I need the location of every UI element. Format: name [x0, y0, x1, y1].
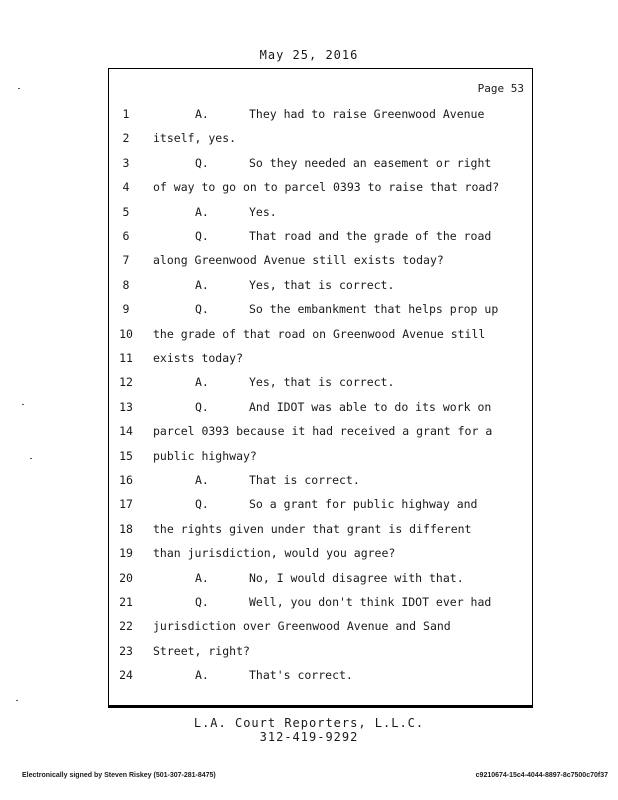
- line-number: 1: [122, 107, 130, 121]
- line-number: 7: [122, 253, 130, 268]
- transcript-line: [109, 229, 529, 249]
- line-text: That road and the grade of the road: [249, 229, 492, 243]
- line-number: 21: [119, 595, 133, 609]
- transcript-line: [109, 156, 529, 176]
- line-number: 24: [119, 668, 133, 683]
- transcript-line: [109, 107, 529, 127]
- line-text: So the embankment that helps prop up: [249, 302, 499, 317]
- scan-speck: [16, 700, 18, 701]
- court-reporter-phone: 312-419-9292: [259, 730, 359, 744]
- transcript-line: [109, 449, 529, 469]
- transcript-page-frame: [108, 68, 533, 706]
- line-text: Yes, that is correct.: [249, 375, 395, 390]
- court-reporter-block: [0, 716, 618, 744]
- line-text: exists today?: [153, 351, 244, 365]
- line-text: That is correct.: [249, 473, 360, 487]
- line-text: of way to go on to parcel 0393 to raise that road?: [153, 180, 500, 195]
- transcript-line: [109, 571, 529, 591]
- transcript-line: [109, 180, 529, 200]
- transcript-line: [109, 278, 529, 298]
- line-text: They had to raise Greenwood Avenue: [249, 107, 485, 121]
- transcript-line: [109, 351, 529, 371]
- speaker-label: Q.: [195, 229, 209, 243]
- line-text: No, I would disagree with that.: [249, 570, 464, 585]
- scan-speck: [22, 404, 24, 405]
- line-number: 8: [122, 277, 130, 292]
- transcript-line: [109, 546, 529, 566]
- speaker-label: A.: [195, 107, 209, 121]
- line-text: Street, right?: [153, 643, 250, 658]
- transcript-line: [109, 327, 529, 347]
- line-text: than jurisdiction, would you agree?: [153, 546, 396, 561]
- line-number: 3: [122, 155, 130, 170]
- speaker-label: Q.: [195, 595, 209, 609]
- speaker-label: Q.: [195, 497, 209, 512]
- speaker-label: A.: [195, 473, 209, 487]
- line-number: 23: [119, 643, 133, 658]
- transcript-line: [109, 644, 529, 664]
- speaker-label: Q.: [195, 302, 209, 317]
- electronic-signature: Electronically signed by Steven Riskey (501-307-281-8475): [22, 772, 216, 779]
- line-number: 17: [119, 497, 133, 512]
- line-number: 14: [119, 424, 133, 439]
- speaker-label: A.: [195, 277, 209, 292]
- line-text: public highway?: [153, 448, 257, 463]
- line-text: And IDOT was able to do its work on: [249, 399, 492, 414]
- line-text: parcel 0393 because it had received a grant for a: [153, 424, 493, 439]
- page-number: Page 53: [477, 82, 524, 95]
- court-reporter-name: L.A. Court Reporters, L.L.C.: [193, 716, 425, 730]
- line-text: Well, you don't think IDOT ever had: [249, 595, 492, 609]
- line-text: the grade of that road on Greenwood Avenue still: [153, 326, 486, 341]
- transcript-line: [109, 253, 529, 273]
- scan-speck: [30, 458, 32, 459]
- transcript-line: [109, 424, 529, 444]
- line-number: 18: [119, 521, 133, 536]
- line-number: 15: [119, 448, 133, 463]
- line-number: 19: [119, 546, 133, 561]
- speaker-label: A.: [195, 570, 209, 585]
- speaker-label: Q.: [195, 399, 209, 414]
- line-text: itself, yes.: [153, 131, 237, 146]
- line-number: 9: [122, 302, 130, 317]
- line-text: jurisdiction over Greenwood Avenue and Sand: [153, 619, 451, 634]
- speaker-label: A.: [195, 375, 209, 390]
- transcript-line: [109, 595, 529, 615]
- speaker-label: Q.: [195, 155, 209, 170]
- line-number: 12: [119, 375, 133, 390]
- scan-speck: [18, 88, 20, 89]
- transcript-line: [109, 522, 529, 542]
- line-number: 11: [119, 351, 133, 365]
- transcript-line: [109, 131, 529, 151]
- line-number: 4: [122, 180, 130, 195]
- transcript-date: May 25, 2016: [259, 48, 359, 62]
- transcript-line: [109, 473, 529, 493]
- line-number: 20: [119, 570, 133, 585]
- transcript-line: [109, 400, 529, 420]
- transcript-line: [109, 205, 529, 225]
- line-text: the rights given under that grant is different: [153, 521, 472, 536]
- transcript-line: [109, 302, 529, 322]
- document-hash: c9210674-15c4-4044-8897-8c7500c70f37: [475, 772, 608, 779]
- line-number: 6: [122, 229, 130, 243]
- line-number: 22: [119, 619, 133, 634]
- transcript-line: [109, 497, 529, 517]
- speaker-label: A.: [195, 204, 209, 219]
- line-number: 5: [122, 204, 130, 219]
- line-text: Yes, that is correct.: [249, 277, 395, 292]
- transcript-line: [109, 375, 529, 395]
- line-number: 2: [122, 131, 130, 146]
- line-number: 10: [119, 326, 133, 341]
- line-number: 13: [119, 399, 133, 414]
- transcript-line: [109, 619, 529, 639]
- speaker-label: A.: [195, 668, 209, 683]
- transcript-line: [109, 668, 529, 688]
- line-text: Yes.: [249, 204, 277, 219]
- line-text: So they needed an easement or right: [249, 155, 492, 170]
- line-text: along Greenwood Avenue still exists today?: [153, 253, 444, 268]
- line-text: That's correct.: [249, 668, 353, 683]
- line-number: 16: [119, 473, 133, 487]
- line-text: So a grant for public highway and: [249, 497, 478, 512]
